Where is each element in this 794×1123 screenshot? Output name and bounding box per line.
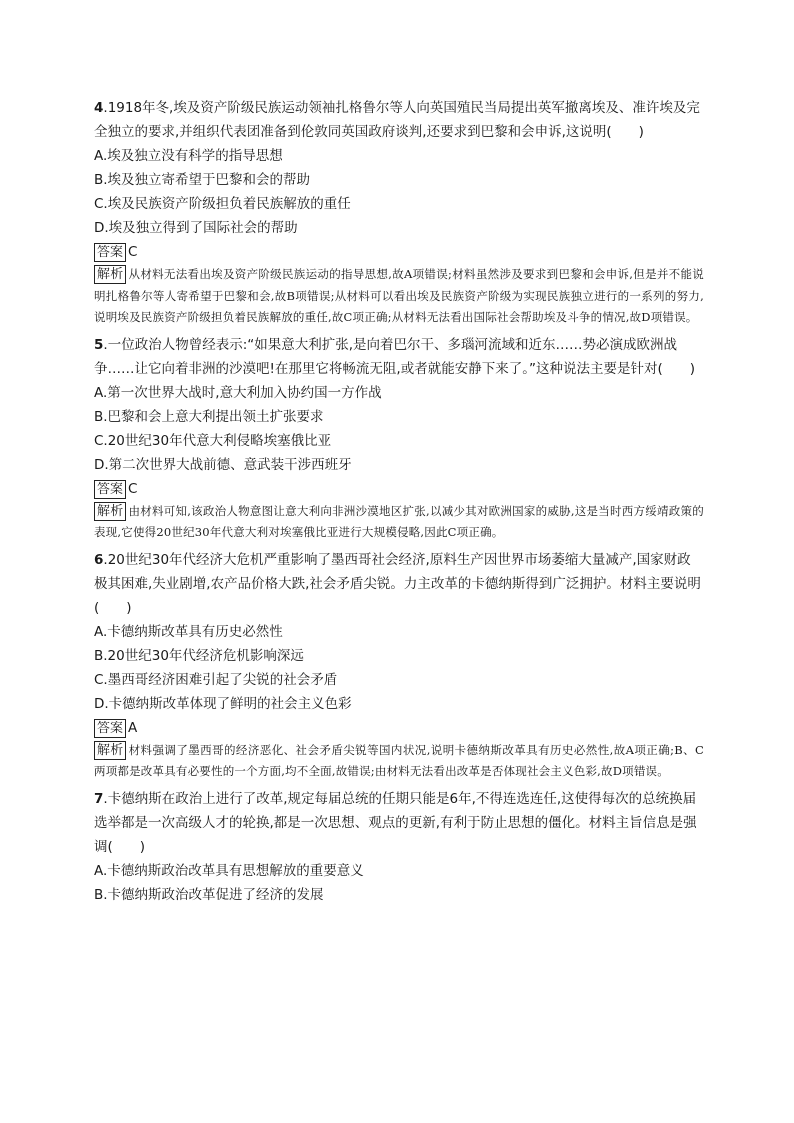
question-number: 7 xyxy=(94,790,104,807)
option-d: D.第二次世界大战前德、意武装干涉西班牙 xyxy=(94,456,352,473)
question-4 xyxy=(94,96,704,329)
option-d: D.卡德纳斯改革体现了鲜明的社会主义色彩 xyxy=(94,695,352,712)
answer-tag: 答案 xyxy=(94,243,126,262)
option-a: A.卡德纳斯改革具有历史必然性 xyxy=(94,623,283,640)
answer-value: A xyxy=(128,719,138,736)
question-stem: 7.卡德纳斯在政治上进行了改革,规定每届总统的任期只能是6年,不得连选连任,这使得每次的总统换届选举都是一次高级人才的轮换,都是一次思想、观点的更新,有利于防止思想的僵化。材料主旨信息是强调( ) xyxy=(94,790,697,855)
question-stem: 5.一位政治人物曾经表示:“如果意大利扩张,是向着巴尔干、多瑙河流域和近东……势必演成欧洲战争……让它向着非洲的沙漠吧!在那里它将畅流无阻,或者就能安静下来了。”这种说法主要是针对( ) xyxy=(94,336,695,377)
option-a: A.埃及独立没有科学的指导思想 xyxy=(94,148,283,164)
explanation-tag: 解析 xyxy=(94,502,126,521)
explanation: 解析 由材料可知,该政治人物意图让意大利向非洲沙漠地区扩张,以减少其对欧洲国家的威胁,这是当时西方绥靖政策的表现,它使得20世纪30年代意大利对埃塞俄比亚进行大规模侵略,因此C项正确。 xyxy=(94,503,704,539)
answer-line xyxy=(94,716,704,740)
answer-tag: 答案 xyxy=(94,719,126,738)
question-number: 6 xyxy=(94,551,104,568)
option-b: B.卡德纳斯政治改革促进了经济的发展 xyxy=(94,886,324,903)
option-c: C.20世纪30年代意大利侵略埃塞俄比亚 xyxy=(94,432,332,449)
question-5 xyxy=(94,333,704,544)
option-b: B.埃及独立寄希望于巴黎和会的帮助 xyxy=(94,172,311,188)
option-b: B.20世纪30年代经济危机影响深远 xyxy=(94,647,304,664)
question-6 xyxy=(94,548,704,783)
explanation-tag: 解析 xyxy=(94,265,126,284)
option-a: A.卡德纳斯政治改革具有思想解放的重要意义 xyxy=(94,862,364,879)
answer-line xyxy=(94,240,704,264)
option-d: D.埃及独立得到了国际社会的帮助 xyxy=(94,220,298,236)
option-a: A.第一次世界大战时,意大利加入协约国一方作战 xyxy=(94,384,382,401)
answer-tag: 答案 xyxy=(94,480,126,499)
question-stem: 4.1918年冬,埃及资产阶级民族运动领袖扎格鲁尔等人向英国殖民当局提出英军撤离埃及、准许埃及完全独立的要求,并组织代表团准备到伦敦同英国政府谈判,还要求到巴黎和会申诉,这说明( ) xyxy=(94,100,700,140)
option-c: C.埃及民族资产阶级担负着民族解放的重任 xyxy=(94,196,351,212)
question-stem: 6.20世纪30年代经济大危机严重影响了墨西哥社会经济,原料生产因世界市场萎缩大量减产,国家财政极其困难,失业剧增,农产品价格大跌,社会矛盾尖锐。力主改革的卡德纳斯得到广泛拥护。材料主要说明( ) xyxy=(94,551,701,616)
answer-line xyxy=(94,477,704,501)
explanation: 解析 材料强调了墨西哥的经济恶化、社会矛盾尖锐等国内状况,说明卡德纳斯改革具有历史必然性,故A项正确;B、C两项都是改革具有必要性的一个方面,均不全面,故错误;由材料无法看出改革是否体现社会主义色彩,故D项错误。 xyxy=(94,742,704,778)
question-number: 4 xyxy=(94,100,104,116)
explanation-tag: 解析 xyxy=(94,741,126,760)
option-b: B.巴黎和会上意大利提出领土扩张要求 xyxy=(94,408,324,425)
answer-value: C xyxy=(128,480,138,497)
option-c: C.墨西哥经济困难引起了尖锐的社会矛盾 xyxy=(94,671,338,688)
question-number: 5 xyxy=(94,336,104,353)
document-page xyxy=(94,96,704,911)
answer-value: C xyxy=(128,244,138,260)
explanation: 解析 从材料无法看出埃及资产阶级民族运动的指导思想,故A项错误;材料虽然涉及要求到巴黎和会申诉,但是并不能说明扎格鲁尔等人寄希望于巴黎和会,故B项错误;从材料可以看出埃及民族资产阶级为实现民族独立进行的一系列的努力,说明埃及民族资产阶级担负着民族解放的重任,故C项正确;从材料无法看出国际社会帮助埃及斗争的情况,故D项错误。 xyxy=(94,267,704,324)
question-7 xyxy=(94,787,704,907)
